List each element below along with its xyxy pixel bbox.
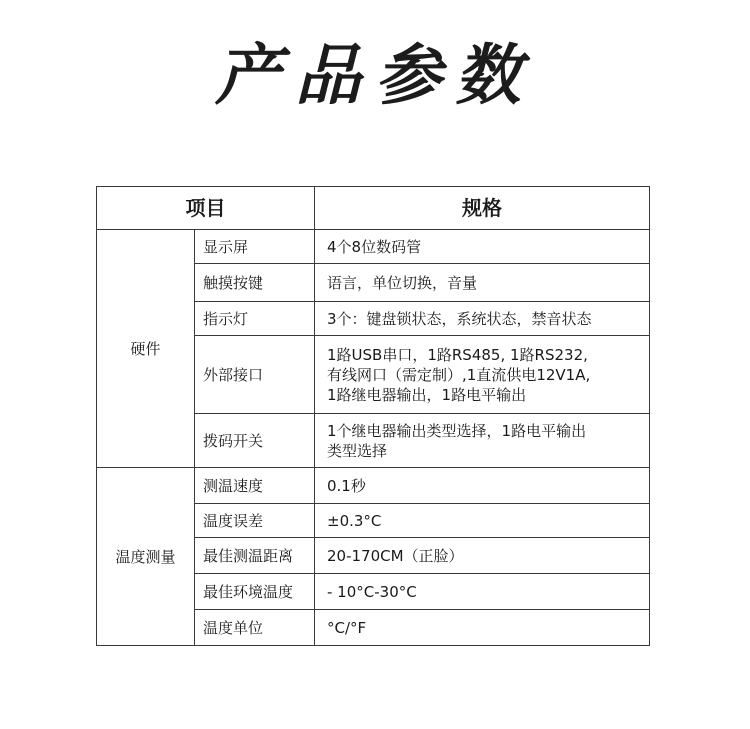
category-hardware: 硬件 <box>97 230 195 468</box>
value-line: 1个继电器输出类型选择，1路电平输出 <box>327 421 587 440</box>
value-line: 3个：键盘锁状态，系统状态，禁音状态 <box>327 309 592 328</box>
header-spec: 规格 <box>315 187 650 230</box>
row-item: 触摸按键 <box>195 264 315 302</box>
row-value <box>315 264 650 302</box>
value-line: 1路继电器输出，1路电平输出 <box>327 385 527 404</box>
row-value <box>315 230 650 264</box>
row-value <box>315 468 650 504</box>
table-header-row <box>97 187 650 230</box>
row-item: 测温速度 <box>195 468 315 504</box>
table-row <box>97 468 650 504</box>
row-value <box>315 336 650 414</box>
row-item: 指示灯 <box>195 302 315 336</box>
value-line: - 10°C-30°C <box>327 582 417 601</box>
row-value <box>315 414 650 468</box>
row-item: 外部接口 <box>195 336 315 414</box>
row-item: 温度误差 <box>195 504 315 538</box>
row-value <box>315 504 650 538</box>
row-value <box>315 538 650 574</box>
row-value <box>315 302 650 336</box>
row-value <box>315 574 650 610</box>
page-title: 产品参数 <box>215 37 535 114</box>
row-item: 最佳环境温度 <box>195 574 315 610</box>
value-line: °C/°F <box>327 618 367 637</box>
row-item: 拨码开关 <box>195 414 315 468</box>
value-line: 有线网口（需定制）,1直流供电12V1A, <box>327 365 591 384</box>
value-line: 类型选择 <box>327 441 388 460</box>
value-line: 0.1秒 <box>327 476 366 495</box>
row-item: 显示屏 <box>195 230 315 264</box>
row-item: 最佳测温距离 <box>195 538 315 574</box>
value-line: 1路USB串口，1路RS485, 1路RS232, <box>327 345 588 364</box>
category-temperature: 温度测量 <box>97 468 195 646</box>
row-item: 温度单位 <box>195 610 315 646</box>
value-line: ±0.3°C <box>327 511 382 530</box>
value-line: 语言，单位切换，音量 <box>327 273 478 292</box>
table-row <box>97 230 650 264</box>
header-item: 项目 <box>97 187 315 230</box>
row-value <box>315 610 650 646</box>
value-line: 20-170CM（正脸） <box>327 546 464 565</box>
value-line: 4个8位数码管 <box>327 237 422 256</box>
spec-table <box>96 186 650 646</box>
